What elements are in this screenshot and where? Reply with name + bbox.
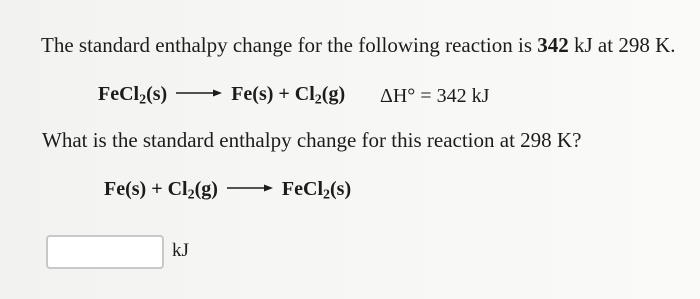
problem-intro	[41, 33, 676, 58]
reaction-1	[98, 83, 345, 106]
question-text: What is the standard enthalpy change for this reaction at 298 K?	[42, 128, 582, 152]
reaction-2-reactant-state: (g)	[194, 178, 218, 200]
reaction-1-reactant-state: (s)	[146, 83, 168, 105]
intro-text: The standard enthalpy change for the following reaction is	[41, 33, 538, 57]
reaction-2-product: FeCl	[281, 178, 324, 200]
reaction-1-reactant-subscript: 2	[139, 92, 147, 108]
intro-text-end: kJ at 298 K.	[568, 33, 676, 57]
intro-value: 342	[537, 33, 569, 57]
reaction-2-reactants: Fe(s) + Cl	[104, 178, 188, 200]
reaction-2-product-subscript: 2	[323, 187, 331, 203]
reaction-1-product-state: (g)	[321, 83, 346, 105]
reaction-2	[104, 178, 351, 201]
reaction-1-reactant: FeCl	[98, 83, 140, 105]
reaction-arrow-icon	[176, 88, 222, 98]
answer-unit: kJ	[172, 240, 189, 261]
reaction-1-product-subscript: 2	[314, 92, 322, 108]
reaction-1-products: Fe(s) + Cl	[231, 83, 315, 105]
reaction-arrow-icon	[227, 183, 273, 193]
answer-input[interactable]	[46, 235, 164, 269]
enthalpy-value: ΔH° = 342 kJ	[380, 85, 490, 107]
reaction-2-reactant-subscript: 2	[187, 187, 195, 203]
reaction-2-product-state: (s)	[330, 178, 352, 200]
